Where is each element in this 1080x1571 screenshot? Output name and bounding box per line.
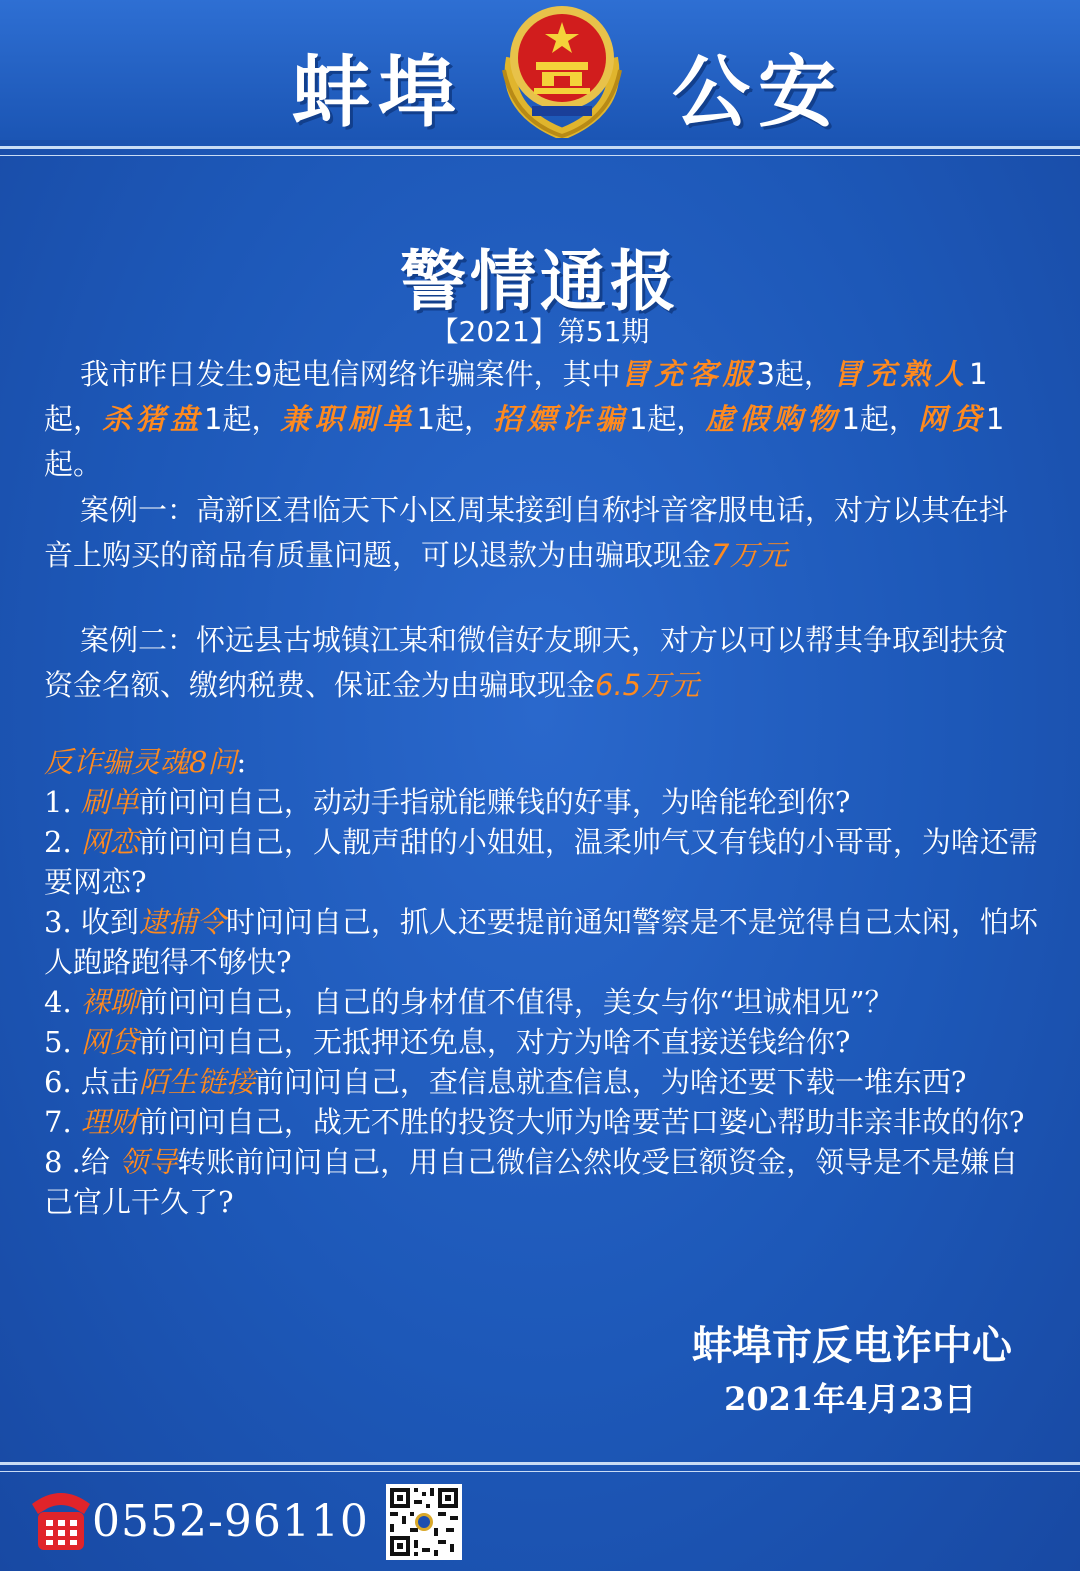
list-item xyxy=(44,1022,1044,1062)
item-number: 1. xyxy=(44,785,72,819)
item-text: 前问问自己，自己的身材值不值得，美女与你“坦诚相见”？ xyxy=(138,985,894,1019)
issue-number: 【2021】第51期 xyxy=(430,315,650,348)
item-text: 前问问自己，查信息就查信息，为啥还要下载一堆东西? xyxy=(254,1065,967,1099)
page-title: 警情通报 xyxy=(400,242,680,320)
qr-code-icon xyxy=(386,1484,462,1560)
fraud-type: 兼职刷单 xyxy=(280,402,417,436)
header-divider-thin xyxy=(0,155,1080,156)
item-prefix: 收到 xyxy=(80,905,139,939)
item-number: 7. xyxy=(44,1105,72,1139)
item-keyword: 领导 xyxy=(119,1145,178,1179)
case-two-text: 案例二：怀远县古城镇江某和微信好友聊天，对方以可以帮其争取到扶贫资金名额、缴纳税费、保证金为由骗取现金 xyxy=(44,623,1009,702)
item-keyword: 裸聊 xyxy=(80,985,139,1019)
questions-heading: 反诈骗灵魂8问: xyxy=(44,745,247,779)
list-item xyxy=(44,902,1044,982)
item-number: 5. xyxy=(44,1025,72,1059)
fraud-type: 冒充熟人 xyxy=(832,357,969,391)
header-divider xyxy=(0,146,1080,149)
case-two-amount: 6.5万元 xyxy=(595,668,700,702)
signature-date: 2021年4月23日 xyxy=(724,1380,976,1418)
hotline-number: 0552-96110 xyxy=(92,1496,369,1547)
case-one-text: 案例一：高新区君临天下小区周某接到自称抖音客服电话，对方以其在抖音上购买的商品有质量问题，可以退款为由骗取现金 xyxy=(44,493,1009,572)
item-keyword: 网恋 xyxy=(80,825,139,859)
item-number: 2. xyxy=(44,825,72,859)
list-item xyxy=(44,982,1044,1022)
header-bar xyxy=(0,0,1080,140)
police-badge-icon xyxy=(494,0,630,138)
item-keyword: 陌生链接 xyxy=(138,1065,255,1099)
question-list xyxy=(44,742,1044,1222)
fraud-count: 3起， xyxy=(756,357,833,391)
item-text: 前问问自己，动动手指就能赚钱的好事，为啥能轮到你? xyxy=(138,785,851,819)
fraud-type: 虚假购物 xyxy=(705,402,842,436)
fraud-type: 杀猪盘 xyxy=(102,402,205,436)
fraud-type: 冒充客服 xyxy=(620,357,757,391)
item-prefix: 点击 xyxy=(80,1065,139,1099)
list-item xyxy=(44,1102,1044,1142)
list-item xyxy=(44,1062,1044,1102)
item-number: 8 . xyxy=(44,1145,81,1179)
list-item xyxy=(44,782,1044,822)
item-keyword: 刷单 xyxy=(80,785,139,819)
fraud-count: 1起， xyxy=(44,357,988,436)
case-two xyxy=(44,618,1034,708)
item-number: 3. xyxy=(44,905,72,939)
case-one xyxy=(44,488,1034,578)
item-keyword: 理财 xyxy=(80,1105,139,1139)
signature-org: 蚌埠市反电诈中心 xyxy=(692,1322,1012,1369)
fraud-count: 1起。 xyxy=(44,402,1005,481)
questions-title: 反诈骗灵魂8问 xyxy=(44,745,237,779)
fraud-type: 网贷 xyxy=(917,402,986,436)
item-keyword: 网贷 xyxy=(80,1025,139,1059)
item-prefix: 给 xyxy=(80,1145,120,1179)
item-text: 前问问自己，战无不胜的投资大师为啥要苦口婆心帮助非亲非故的你? xyxy=(138,1105,1025,1139)
item-text: 转账前问问自己，用自己微信公然收受巨额资金，领导是不是嫌自己官儿干久了? xyxy=(44,1145,1019,1219)
summary-intro: 我市昨日发生9起电信网络诈骗案件，其中 xyxy=(80,357,621,391)
list-item xyxy=(44,822,1044,902)
item-text: 前问问自己，无抵押还免息，对方为啥不直接送钱给你? xyxy=(138,1025,851,1059)
header-police: 公安 xyxy=(672,47,845,138)
fraud-count: 1起， xyxy=(628,402,706,436)
item-text: 前问问自己，人靓声甜的小姐姐，温柔帅气又有钱的小哥哥，为啥还需要网恋? xyxy=(44,825,1038,899)
qr-code[interactable] xyxy=(386,1484,462,1560)
fraud-count: 1起， xyxy=(841,402,918,436)
fraud-type: 招嫖诈骗 xyxy=(492,402,629,436)
header-city: 蚌埠 xyxy=(292,47,465,138)
item-keyword: 逮捕令 xyxy=(138,905,226,939)
telephone-icon xyxy=(28,1484,94,1554)
list-item xyxy=(44,1142,1044,1222)
fraud-count: 1起， xyxy=(416,402,493,436)
summary-paragraph xyxy=(44,352,1034,487)
item-number: 4. xyxy=(44,985,72,1019)
item-number: 6. xyxy=(44,1065,72,1099)
case-one-amount: 7万元 xyxy=(711,538,788,572)
footer-divider xyxy=(0,1462,1080,1465)
item-text: 时问问自己，抓人还要提前通知警察是不是觉得自己太闲，怕坏人跑路跑得不够快? xyxy=(44,905,1038,979)
fraud-count: 1起， xyxy=(204,402,281,436)
